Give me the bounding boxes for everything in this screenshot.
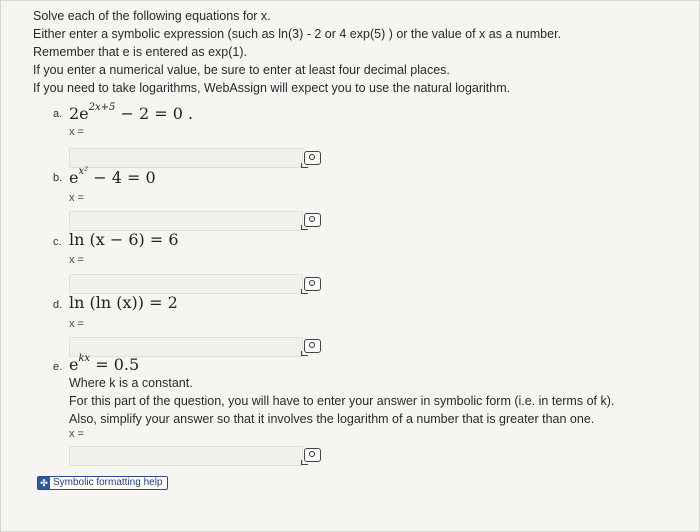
answer-input-a[interactable] [69, 148, 303, 168]
problem-label: d. [53, 299, 63, 311]
instructions [33, 7, 561, 97]
instruction-line: If you enter a numerical value, be sure to enter at least four decimal places. [33, 63, 450, 77]
instruction-line: Solve each of the following equations for x. [33, 9, 271, 23]
equation: $e^{kx} = 0.5$ [69, 352, 140, 374]
answer-input-e[interactable] [69, 446, 303, 466]
answer-label: x = [69, 318, 84, 330]
equation: $2e^{2x+5} - 2 = 0$ . [69, 101, 194, 123]
answer-label: x = [69, 254, 84, 266]
equation: $e^{x^2} - 4 = 0$ [69, 165, 156, 187]
answer-input-c[interactable] [69, 274, 303, 294]
instruction-line: Either enter a symbolic expression (such as ln(3) - 2 or 4 exp(5) ) or the value of x as a number. [33, 27, 562, 41]
equation: ln (ln (x)) = 2 [69, 293, 178, 312]
problem-label: e. [53, 361, 63, 373]
eye-preview-icon[interactable] [304, 151, 321, 165]
eye-preview-icon[interactable] [304, 213, 321, 227]
note-constant: Where k is a constant. [69, 376, 193, 390]
answer-label: x = [69, 428, 84, 440]
answer-label: x = [69, 192, 84, 204]
answer-input-d[interactable] [69, 337, 303, 357]
problem-label: c. [53, 236, 62, 248]
note-simplify: Also, simplify your answer so that it involves the logarithm of a number that is greater than one. [69, 412, 595, 426]
symbolic-formatting-help-button[interactable] [37, 476, 168, 490]
answer-input-b[interactable] [69, 211, 303, 231]
eye-preview-icon[interactable] [304, 277, 321, 291]
eye-preview-icon[interactable] [304, 448, 321, 462]
equation: ln (x − 6) = 6 [69, 230, 179, 249]
keypad-icon: ✣ [38, 477, 50, 489]
eye-preview-icon[interactable] [304, 339, 321, 353]
answer-label: x = [69, 126, 84, 138]
help-label: Symbolic formatting help [53, 477, 163, 488]
problem-label: b. [53, 172, 63, 184]
note-symbolic: For this part of the question, you will have to enter your answer in symbolic form (i.e. in terms of k). [69, 394, 615, 408]
instruction-line: If you need to take logarithms, WebAssign will expect you to use the natural logarithm. [33, 81, 511, 95]
instruction-line: Remember that e is entered as exp(1). [33, 45, 247, 59]
problem-label: a. [53, 108, 63, 120]
